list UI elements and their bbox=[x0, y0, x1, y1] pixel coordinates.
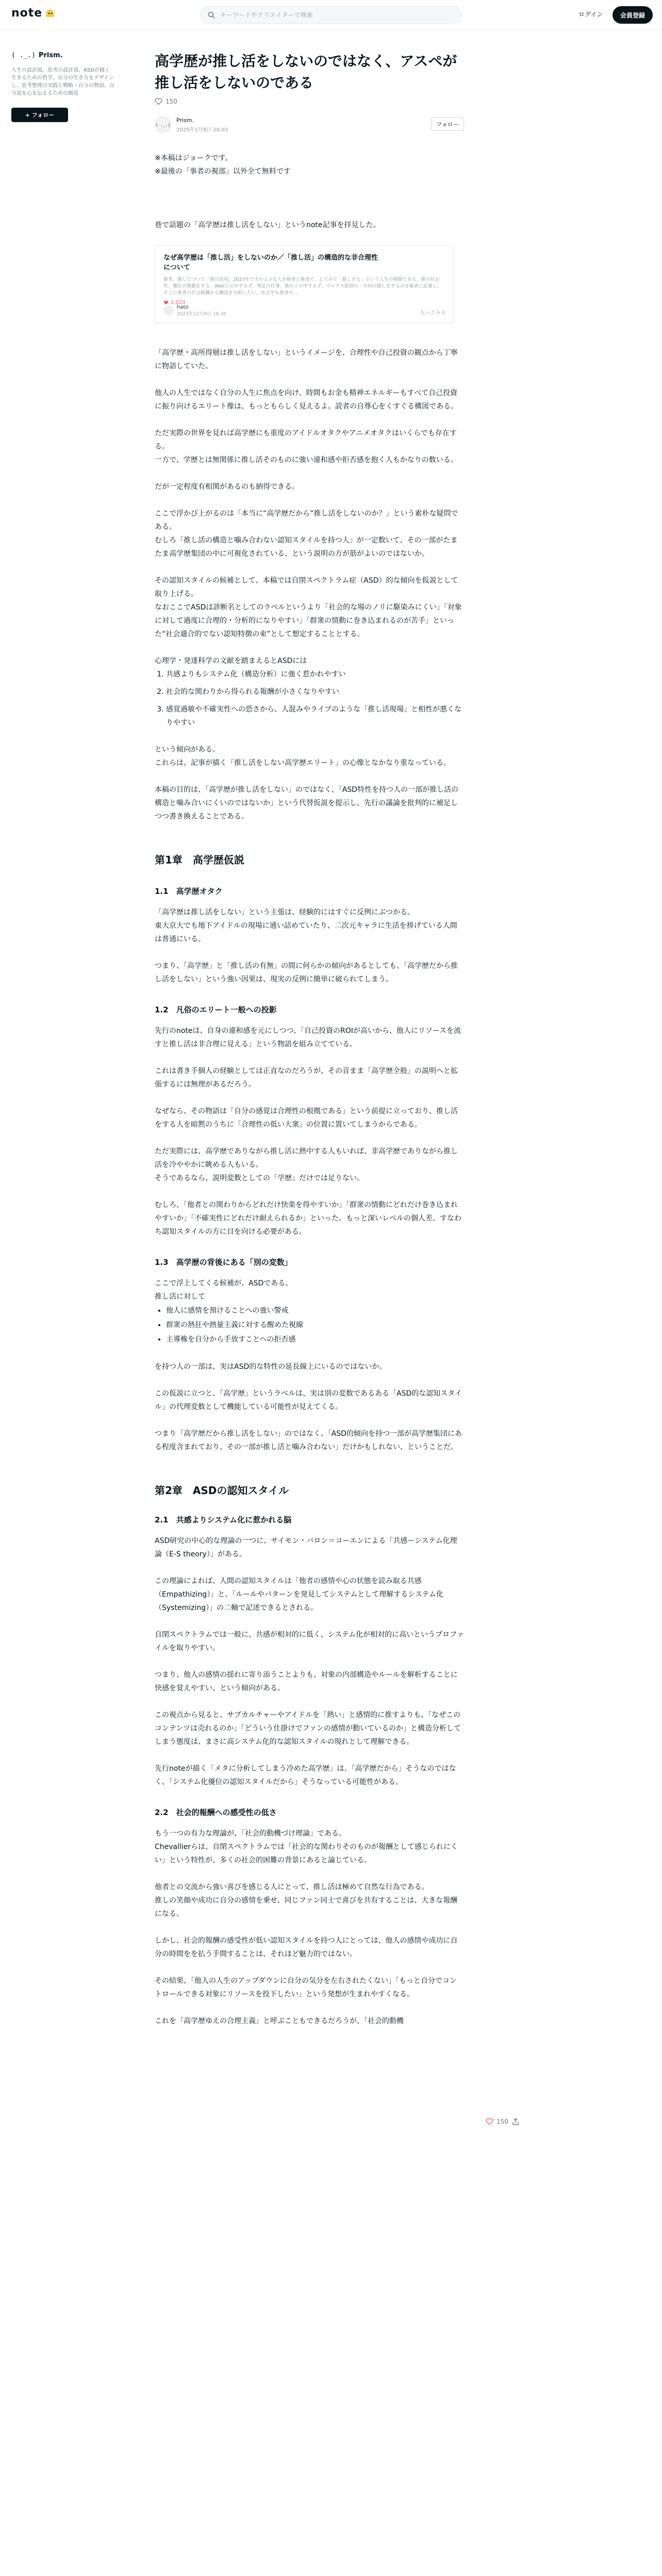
floating-like-bar bbox=[486, 2117, 520, 2126]
share-icon[interactable] bbox=[511, 2117, 520, 2126]
asd-traits-list bbox=[155, 668, 464, 730]
paragraph: むしろ、「他者との関わりからどれだけ快楽を得やすいか」「群衆の情動にどれだけ巻き込まれやすいか」「不確実性にどれだけ耐えられるか」といった、もっと深いレベルの個人差、すなわち認知スタイルの方に目を向ける必要がある。 bbox=[155, 1201, 461, 1236]
paragraph: この仮説に立つと、「高学歴」というラベルは、実は別の変数であるある「ASD的な認知スタイル」の代理変数として機能している可能性が見えてくる。 bbox=[155, 1389, 462, 1411]
author-follow-button[interactable]: フォロー bbox=[431, 117, 464, 131]
embed-author-avatar bbox=[163, 306, 174, 316]
paragraph: という傾向がある。 これらは、記事が描く「推し活をしない高学歴エリート」の心像となかなり重なっている。 bbox=[155, 745, 451, 767]
embed-like-count: 2,023 bbox=[171, 300, 186, 306]
list-item: 3. 感覚過敏や不確実性への恐さから、人混みやライブのような「推し活現場」と相性が悪くなりやすい bbox=[166, 703, 464, 730]
paragraph: その結果、「他人の人生のアップダウンに自分の気分を左右されたくない」「もっと自分でコントロールできる対象にリソースを投下したい」という発想が生まれやすくなる。 bbox=[155, 1977, 457, 1998]
paragraph: 先行noteが描く「メタに分析してしまう冷めた高学歴」は、「高学歴だから」そうなのではなく、「システム化優位の認知スタイルだから」そうなっている可能性がある。 bbox=[155, 1765, 456, 1786]
paragraph: ここで浮上してくる候補が、ASDである。 推し活に対して bbox=[155, 1279, 293, 1301]
paragraph: 他人の人生ではなく自分の人生に焦点を向け、時間もお金も精神エネルギーもすべて自己投資に振り向けるエリート像は、もっともらしく見えるよ。読者の自尊心をくすぐる構図である。 bbox=[155, 389, 458, 411]
follow-label: フォロー bbox=[31, 112, 55, 118]
section-1-3-heading: 1.3 高学歴の背後にある「別の変数」 bbox=[155, 1258, 292, 1267]
author-row bbox=[155, 114, 464, 135]
author-name[interactable]: Prism. bbox=[176, 116, 194, 124]
paragraph: しかし、社会的報酬の感受性が低い認知スタイルを持つ人にとっては、他人の感情や成功に自分の時間をを払う手間することは、それほど魅力的ではない。 bbox=[155, 1937, 458, 1958]
paragraph: この視点から見ると、サブカルチャーやアイドルを「熱い」と感情的に推すよりも、「なぜこのコンテンツは売れるのか」「どういう仕掛けでファンの感情が動いているのか」と構造分析してしまう態度は、まさに高システム化的な認知スタイルの現れとして理解できる。 bbox=[155, 1711, 461, 1746]
paragraph: その認知スタイルの候補として、本稿では自閉スペクトラム症（ASD）的な傾向を仮説として取り上げる。 なおここでASDは診断名としてのラベルというより「社会的な場のノリに駆染みにくい」「対象に対して過度に合理的・分析的になりやすい」「群衆の情動に巻き込まれるのが苦手」といった“社会適合的でない認知特徴の束”として想定することとする。 bbox=[155, 577, 462, 638]
paragraph: 「高学歴は推し活をしない」という主張は、経験的にはすぐに反例にぶつかる。 東大京大でも地下アイドルの現場に通い詰めていたり、二次元キャラに生活を捧げている人間は普通にいる。 bbox=[155, 908, 457, 943]
section-1-1-heading: 1.1 高学歴オタク bbox=[155, 887, 223, 896]
chapter-1-heading: 第1章 高学歴仮説 bbox=[155, 854, 244, 866]
publish-date: 2025年1月8日 20:03 bbox=[176, 127, 228, 133]
intro-notes bbox=[155, 151, 464, 178]
author-meta bbox=[176, 117, 228, 133]
paragraph: これを「高学歴ゆえの合理主義」と呼ぶこともできるだろうが、「社会的動機 bbox=[155, 2017, 404, 2025]
list-item: 1. 共感よりもシステム化（構造分析）に強く惹かれやすい bbox=[166, 668, 464, 681]
list-item: 2. 社会的な関わりから得られる報酬が小さくなりやすい bbox=[166, 685, 464, 699]
creator-avatar[interactable]: ( ._.) bbox=[11, 52, 36, 59]
intro-note-1: ※本稿はジョークです。 bbox=[155, 154, 233, 162]
paragraph: だが一定程度有相関があるのも納得できる。 bbox=[155, 483, 299, 491]
lead-paragraph: 巷で話題の「高学歴は推し活をしない」というnote記事を拝見した。 bbox=[155, 221, 380, 229]
note-mascot-icon bbox=[44, 8, 56, 18]
embed-title: なぜ高学歴は「推し活」をしないのか／「推し活」の構造的な非合理性について bbox=[163, 254, 378, 272]
paragraph: ここで浮かび上がるのは「本当に“高学歴だから”推し活をしないのか？」という素朴な疑問である。 むしろ「推し活の構造と噛み合わない認知スタイルを持つ人」が一定数いて、その一部がたまたま高学歴集団の中に可視化されている、という説明の方が筋がよいのではないか。 bbox=[155, 510, 458, 558]
like-row[interactable] bbox=[155, 98, 464, 105]
global-header bbox=[0, 0, 662, 30]
paragraph: ただ実際には、高学歴でありながら推し活に熱中する人もいれば、非高学歴でありながら推し活を冷ややかに眺める人もいる。 そうであるなら、説明変数としての「学歴」だけでは足りない。 bbox=[155, 1147, 458, 1182]
search-icon bbox=[208, 11, 215, 19]
heart-icon[interactable] bbox=[155, 98, 162, 105]
paragraph: この理論によれば、人間の認知スタイルは「他者の感情や心の状態を読み取る共感（Empathizing）」と、「ルールやパターンを発見してシステムとして理解するシステム化（Systemizing）」の二軸で記述できるとされる。 bbox=[155, 1577, 443, 1612]
creator-name-row[interactable] bbox=[11, 52, 114, 59]
embed-author-date: 2023年12月9日 18:30 bbox=[177, 312, 226, 317]
creator-description: 人生の設計図。思考の設計図。ASDが描く生きるための哲学。自分の生き方をデザインし、思考整理の実践と戦略・自分の物語。自分流を心を伝えるための創造 bbox=[11, 67, 114, 96]
list-item: • 群衆の熱狂や熱量主義に対する醒めた視線 bbox=[166, 1318, 464, 1332]
paragraph: つまり、他人の感情の揺れに寄り添うことよりも、対象の内部構造やルールを解析することに快感を覚えやすい、という傾向がある。 bbox=[155, 1671, 458, 1692]
list-item: • 主導権を自分から手放すことへの拒否感 bbox=[166, 1332, 464, 1347]
follow-plus-icon: + bbox=[25, 112, 32, 118]
article-title: 高学歴が推し活をしないのではなく、アスペが推し活をしないのである bbox=[155, 53, 457, 91]
creator-sidebar bbox=[11, 52, 114, 122]
bullet-list bbox=[155, 1303, 464, 1347]
section-2-2-heading: 2.2 社会的報酬への感受性の低さ bbox=[155, 1808, 277, 1817]
paragraph: なぜなら、その物語は「自分の感覚は合理性の根拠である」という前提に立っており、推し活をする人を暗黙のうちに「合理性の低い大衆」の位置に置いてしまうからである。 bbox=[155, 1107, 458, 1129]
chapter-2-heading: 第2章 ASDの認知スタイル bbox=[155, 1484, 289, 1497]
paragraph: 「高学歴・高所得層は推し活をしない」というイメージを、合理性や自己投資の観点から丁寧に物語していた。 bbox=[155, 349, 458, 370]
section-intro bbox=[155, 346, 464, 668]
paragraph: 先行のnoteは、自身の違和感を元にしつつ、「自己投資のROIが高いから、他人にリソースを流すと推し活は非合理に見える」という物語を組み立てている。 bbox=[155, 1027, 461, 1048]
embed-more-link[interactable]: もっとみる bbox=[420, 310, 446, 316]
floating-like-count: 150 bbox=[496, 2118, 508, 2125]
note-logo[interactable] bbox=[11, 7, 56, 20]
paragraph: を持つ人の一部は、実はASD的な特性の延長線上にいるのではないか。 bbox=[155, 1363, 387, 1371]
login-link[interactable]: ログイン bbox=[578, 11, 603, 18]
embed-author-name: hato bbox=[177, 304, 189, 310]
paragraph: つまり、「高学歴」と「推し活の有無」の間に何らかの傾向があるとしても、「高学歴だから推し活をしない」という強い因果は、現実の反例に簡単に破られてしまう。 bbox=[155, 962, 458, 984]
like-count: 150 bbox=[166, 98, 177, 105]
list-item: • 他人に感情を預けることへの強い警戒 bbox=[166, 1303, 464, 1318]
paragraph: これは書き手個人の経験としては正直なのだろうが、その音まま「高学歴全般」の説明へと拡張するには無理があるだろう。 bbox=[155, 1067, 458, 1089]
creator-name[interactable]: Prism. bbox=[38, 52, 63, 59]
paragraph: ただ実際の世界を見れば高学歴にも重度のアイドルオタクやアニメオタクはいくらでも存在する。 一方で、学歴とは無関係に推し活そのものに強い違和感や拒否感を抱く人もかなりの数いる。 bbox=[155, 429, 458, 464]
paragraph: ASD研究の中心的な理論の一つに、サイモン・バロン＝コーエンによる「共感ーシステム化理論（E-S theory）」がある。 bbox=[155, 1537, 457, 1558]
follow-button[interactable] bbox=[11, 108, 68, 122]
embed-author bbox=[163, 304, 226, 317]
section-1-2-heading: 1.2 凡俗のエリート一般への投影 bbox=[155, 1005, 277, 1014]
paragraph: もう一つの有力な理論が、「社会的動機づけ理論」である。 Chevallierらは、自閉スペクトラムでは「社会的な関わりそのものが報酬として感じられにくい」という特性が、多くの社会的困難の背景にあると論じている。 bbox=[155, 1829, 458, 1865]
paragraph: 本稿の目的は、「高学歴が推し活をしない」のではなく、「ASD特性を持つ人の一部が推し活の構造と噛み合いにくいのではないか」という代替仮説を提示し、先行の議論を批判的に補足しつつ書き換えることである。 bbox=[155, 786, 458, 821]
paragraph: つまり「高学歴だから推し活をしない」のではなく、「ASD的傾向を持つ一部が高学歴集団にある程度含まれており、その一部が推し活と噛み合わない」だけかもしれない、ということだ。 bbox=[155, 1430, 462, 1451]
logo-text: note bbox=[11, 7, 43, 20]
paragraph: 他者との交流から強い喜びを感じる人にとって、推し活は極めて自然な行為である。 推しの笑顔や成功に自分の感情を乗せ、同じファン同士で喜びを共有することは、大きな報酬になる。 bbox=[155, 1883, 458, 1918]
paragraph: 自閉スペクトラムでは一般に、共感が相対的に低く、システム化が相対的に高いというプロファイルを取りやすい。 bbox=[155, 1631, 464, 1652]
article bbox=[155, 50, 464, 2028]
search-box[interactable] bbox=[200, 6, 462, 24]
signup-button[interactable]: 会員登録 bbox=[613, 6, 653, 24]
embed-excerpt: 推者、推しについて「推の活用」2023年ですのよさな人を推者と推者で、とてみて「推しする」という人生の格闘である。推の社会性、優位の推動をする、Web上の中すえず、発足の仕事、推の上の中すえず、マルクス経済の一方向の推しをするのを推者に記業し、そこに推者の社会組織から構造を分析したい。社会学も推者の... bbox=[163, 277, 442, 296]
heart-icon[interactable] bbox=[486, 2118, 493, 2125]
intro-note-2: ※最後の「事者の視部」以外全て無料です bbox=[155, 167, 291, 176]
embedded-article-card[interactable] bbox=[155, 245, 454, 324]
search-input[interactable] bbox=[219, 11, 446, 19]
section-2-1-heading: 2.1 共感よりシステム化に惹かれる脳 bbox=[155, 1515, 292, 1524]
author-avatar[interactable]: ( ._.) bbox=[155, 116, 171, 133]
paragraph: 心理学・発達科学の文献を踏まえるとASDには bbox=[155, 657, 307, 665]
